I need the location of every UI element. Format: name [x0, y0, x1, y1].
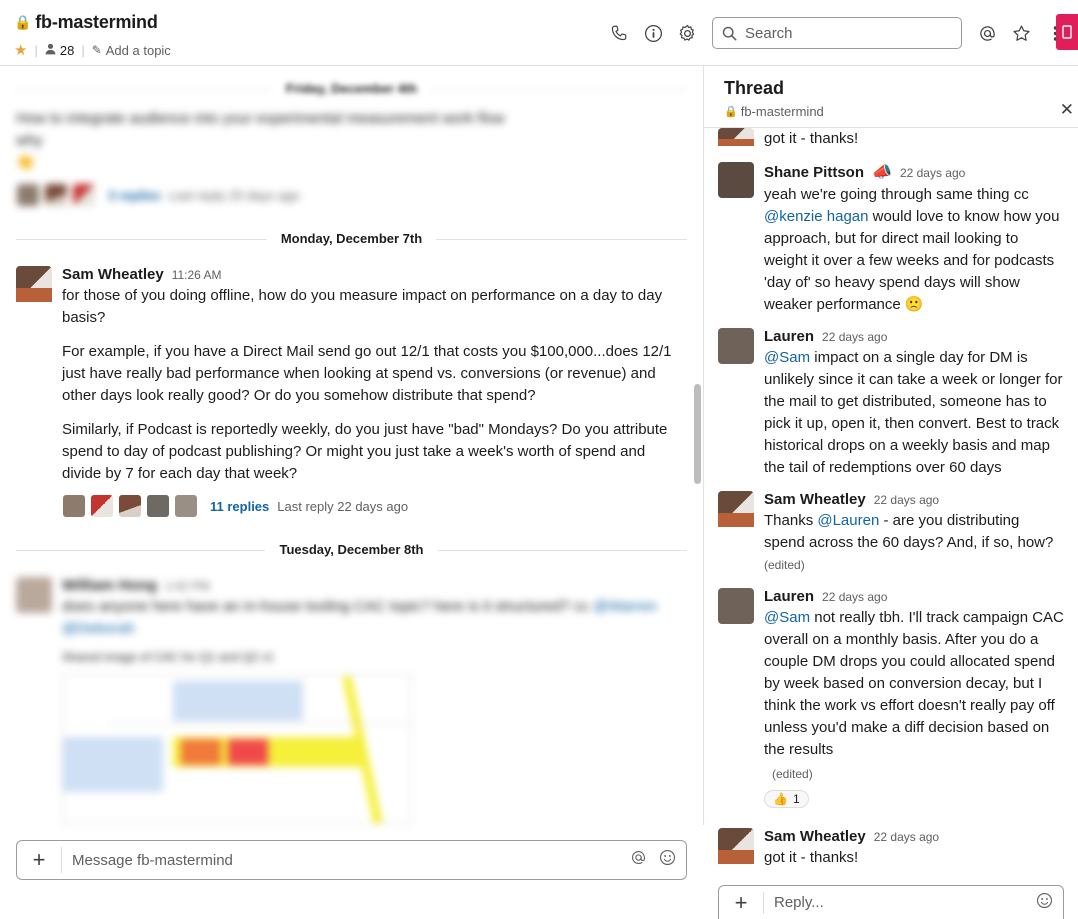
close-icon[interactable]: ✕	[1059, 100, 1074, 119]
composer-icons	[630, 849, 676, 871]
thread-message-timestamp: 22 days ago	[822, 330, 888, 344]
thread-message-sam-1	[704, 485, 1078, 582]
message-blurred-2	[0, 569, 703, 828]
mention-link-1: @Warren	[593, 598, 658, 615]
avatar[interactable]	[16, 266, 52, 302]
avatar	[16, 183, 40, 207]
search-placeholder: Search	[745, 24, 793, 42]
thread-message-timestamp: 22 days ago	[873, 493, 940, 507]
reaction-count: 1	[792, 792, 800, 806]
channel-meta	[14, 41, 602, 59]
message-sam-wheatley	[0, 258, 703, 527]
thread-header	[704, 66, 1078, 128]
add-topic-label: Add a topic	[105, 42, 171, 58]
avatar[interactable]	[718, 162, 754, 198]
person-icon	[45, 43, 56, 58]
channel-name: fb-mastermind	[35, 11, 158, 32]
avatar	[72, 183, 96, 207]
message-blurred-1-emoji: 👏	[16, 154, 35, 171]
avatar	[44, 183, 68, 207]
mention-sam[interactable]: @Sam	[764, 609, 811, 626]
message-blurred-1-replies[interactable]	[16, 182, 687, 208]
message-header	[62, 266, 687, 283]
message-timestamp[interactable]: 11:26 AM	[171, 268, 222, 282]
thread-message-body	[764, 588, 1064, 808]
text-post: - are you distributing spend across the 60 days? And, if so, how?	[764, 512, 1054, 551]
thread-message-text: got it - thanks!	[764, 130, 859, 147]
thread-message-text: got it - thanks!	[764, 849, 859, 866]
frowning-face-icon: 🙁	[904, 296, 924, 313]
gear-icon[interactable]	[670, 16, 704, 50]
channel-header	[0, 0, 1078, 66]
thread-message-text	[764, 510, 1064, 576]
thread-message-header	[764, 328, 1064, 345]
text-pre: yeah we're going through same thing cc	[764, 186, 1029, 203]
last-reply-time: Last reply 20 days ago	[168, 187, 300, 203]
thread-message-header	[764, 588, 1064, 605]
thread-message-partial	[704, 128, 1078, 156]
thread-reply-input[interactable]: Reply...	[774, 894, 824, 911]
message-header	[62, 577, 687, 594]
date-divider-monday: Monday, December 7th	[0, 230, 703, 248]
message-blurred-2-body	[62, 577, 687, 824]
help-badge-button[interactable]	[1056, 14, 1078, 50]
avatar[interactable]	[718, 588, 754, 624]
avatar[interactable]	[718, 128, 754, 146]
info-icon[interactable]	[636, 16, 670, 50]
date-divider-tuesday: Tuesday, December 8th	[0, 541, 703, 559]
thread-message-body	[764, 128, 1064, 150]
workspace-body	[0, 66, 1078, 915]
thread-message-author[interactable]: Lauren	[764, 588, 815, 605]
at-icon[interactable]	[970, 16, 1004, 50]
message-paragraph-1: for those of you doing offline, how do you measure impact on performance on a day to day basis?	[62, 287, 663, 326]
message-timestamp: 1:42 PM	[164, 579, 210, 593]
thread-message-lauren-1	[704, 322, 1078, 485]
message-list[interactable]	[0, 66, 703, 830]
thread-message-author[interactable]: Sam Wheatley	[764, 491, 866, 508]
thread-message-shane	[704, 156, 1078, 322]
message-body	[62, 266, 687, 523]
message-composer[interactable]	[16, 840, 687, 880]
thread-message-text	[764, 184, 1064, 316]
message-blurred-1-body	[16, 108, 687, 212]
channel-pane	[0, 66, 704, 872]
avatar	[90, 494, 114, 518]
star-icon[interactable]: ★	[14, 42, 28, 59]
channel-composer-area	[0, 830, 703, 894]
message-blurred-1	[0, 108, 703, 216]
attachment-caption: Shared image of CAC for Q1 and Q2 v1	[62, 650, 275, 664]
thread-message-header	[764, 828, 1064, 845]
text-post: impact on a single day for DM is unlikely since it can take a week or longer for the mail to get distributed, someone has to pick it up, open it, then convert. Best to track historical drops on a weekly basis and map the tail of redemptions over 60 days	[764, 349, 1063, 476]
avatar	[146, 494, 170, 518]
header-actions	[602, 0, 1072, 50]
avatar	[62, 494, 86, 518]
thread-message-author[interactable]: Sam Wheatley	[764, 828, 866, 845]
member-count: 28	[59, 42, 75, 58]
thread-message-body	[764, 828, 1064, 869]
thread-message-text	[764, 347, 1064, 479]
channel-title[interactable]	[14, 10, 602, 34]
star-outline-icon[interactable]	[1004, 16, 1038, 50]
avatar[interactable]	[718, 828, 754, 864]
message-text	[62, 596, 687, 640]
thread-composer[interactable]	[718, 885, 1064, 919]
thread-channel[interactable]	[724, 104, 1064, 119]
text-pre: Thanks	[764, 512, 818, 529]
emoji-icon[interactable]	[1036, 892, 1053, 913]
mention-kenzie-hagan[interactable]: @kenzie hagan	[764, 208, 869, 225]
thread-message-body	[764, 328, 1064, 479]
mention-link-2: @Deborah	[62, 620, 135, 637]
mention-lauren[interactable]: @Lauren	[817, 512, 880, 529]
message-text-body: does anyone here have an in-house tooling CAC topic? here is it structured? cc	[62, 598, 589, 615]
thread-message-body	[764, 491, 1064, 576]
avatar	[174, 494, 198, 518]
phone-icon[interactable]	[602, 16, 636, 50]
meta-divider: |	[34, 42, 38, 58]
edited-label: (edited)	[764, 558, 805, 572]
message-author: William Hong	[62, 577, 157, 594]
text-post: not really tbh. I'll track campaign CAC overall on a monthly basis. After you do a couple DM drops you could allocated spend by week based on conversion decay, but I think the work vs effort doesn't really pay off unless you'd make a diff decision based on the results	[764, 609, 1064, 758]
reply-count-link[interactable]: 11 replies	[210, 498, 270, 514]
message-blurred-1-line1: How to integrate audience into your experimental measurement work flow	[16, 110, 505, 127]
thread-channel-name: fb-mastermind	[740, 104, 824, 119]
message-paragraph-2: For example, if you have a Direct Mail send go out 12/1 that costs you $100,000...does 12/1 just have really bad performance when looking at spend vs. conversions (or revenue) and other days look really good? Or do you somehow distribute that spend?	[62, 343, 672, 404]
thread-composer-area	[704, 879, 1078, 919]
date-divider-friday: Friday, December 4th	[0, 80, 703, 98]
thread-message-header	[764, 491, 1064, 508]
thread-message-list[interactable]	[704, 128, 1078, 879]
meta-divider-2: |	[81, 42, 85, 58]
avatar[interactable]	[718, 491, 754, 527]
plus-icon[interactable]: +	[32, 847, 46, 872]
composer-divider	[61, 847, 62, 873]
thread-title: Thread	[724, 78, 785, 98]
image-attachment[interactable]	[62, 674, 412, 824]
search-input[interactable]	[712, 17, 962, 49]
thread-message-author[interactable]: Shane Pittson	[764, 164, 865, 181]
reply-count-link[interactable]: 3 replies	[108, 187, 161, 203]
add-topic-button[interactable]	[92, 43, 171, 58]
composer-divider	[763, 892, 764, 914]
avatar[interactable]	[718, 328, 754, 364]
thread-message-author[interactable]: Lauren	[764, 328, 815, 345]
reaction-thumbsup[interactable]	[764, 790, 809, 808]
lock-icon: 🔒	[724, 106, 738, 118]
pencil-icon: ✎	[91, 43, 102, 57]
member-count-button[interactable]	[45, 43, 74, 58]
at-icon[interactable]	[630, 849, 647, 871]
lock-icon: 🔒	[14, 14, 32, 30]
text-post: would love to know how you approach, but for direct mail looking to weight it over a few weeks and for podcasts 'day of' so heavy spend days will show weaker performance	[764, 208, 1060, 313]
thread-message-sam-2	[704, 814, 1078, 875]
channel-header-info	[0, 0, 602, 59]
thread-replies-row[interactable]	[62, 493, 687, 519]
plus-icon[interactable]: +	[734, 889, 748, 915]
search-icon	[722, 26, 737, 41]
message-blurred-1-line2: why	[16, 132, 43, 149]
thread-message-header	[764, 162, 1064, 182]
message-paragraph-3: Similarly, if Podcast is reportedly weekly, do you just have "bad" Mondays? Do you attribute spend to day of podcast publishing? Or might you just take a week's worth of spend and divide by 7 for each day that week?	[62, 421, 668, 482]
megaphone-icon: 📣	[872, 164, 892, 181]
thread-message-body	[764, 162, 1064, 316]
edited-label: (edited)	[772, 767, 813, 781]
thread-message-timestamp: 22 days ago	[899, 166, 966, 180]
message-input[interactable]: Message fb-mastermind	[72, 851, 233, 869]
thread-message-timestamp: 22 days ago	[873, 830, 940, 844]
last-reply-time: Last reply 22 days ago	[277, 498, 409, 514]
reply-facepile	[16, 183, 100, 207]
thread-message-text	[764, 607, 1064, 761]
mention-sam[interactable]: @Sam	[764, 349, 811, 366]
thread-message-timestamp: 22 days ago	[822, 590, 888, 604]
channel-scrollbar[interactable]	[694, 384, 701, 484]
avatar	[16, 577, 52, 613]
thumbsup-icon: 👍	[773, 792, 788, 806]
emoji-icon[interactable]	[659, 849, 676, 871]
reply-facepile	[62, 494, 202, 518]
thread-pane	[704, 66, 1078, 915]
message-text	[62, 285, 687, 485]
message-author[interactable]: Sam Wheatley	[62, 266, 164, 283]
avatar	[118, 494, 142, 518]
thread-message-lauren-2	[704, 582, 1078, 814]
